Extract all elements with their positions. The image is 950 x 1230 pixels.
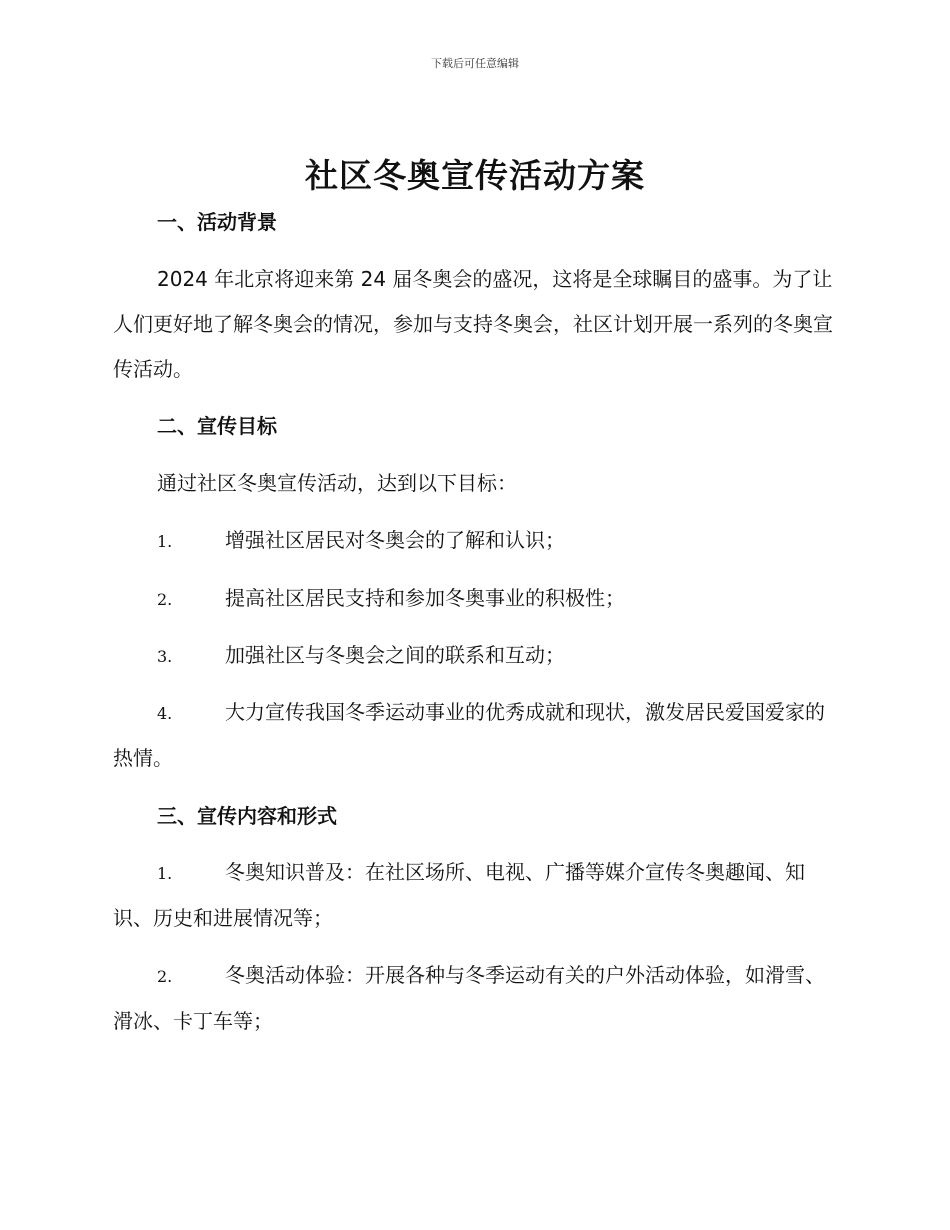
list-number: 1. [157,864,173,883]
list-number: 4. [157,704,173,723]
background-paragraph: 2024 年北京将迎来第 24 届冬奥会的盛况，这将是全球瞩目的盛事。为了让人们更好地了解冬奥会的情况，参加与支持冬奥会，社区计划开展一系列的冬奥宣传活动。 [113,267,833,381]
list-number: 2. [157,967,173,986]
goal-item-2 [113,576,835,622]
list-number: 3. [157,647,173,666]
header-note: 下载后可任意编辑 [431,57,519,70]
document-title: 社区冬奥宣传活动方案 [305,156,645,195]
list-text: 增强社区居民对冬奥会的了解和认识； [225,528,565,552]
list-number: 2. [157,590,173,609]
content-item-2 [113,953,835,1044]
list-text: 冬奥活动体验：开展各种与冬季运动有关的户外活动体验，如滑雪、滑冰、卡丁车等； [113,963,825,1033]
list-text: 冬奥知识普及：在社区场所、电视、广播等媒介宣传冬奥趣闻、知识、历史和进展情况等； [113,860,805,930]
list-text: 大力宣传我国冬季运动事业的优秀成就和现状，激发居民爱国爱家的热情。 [113,700,825,770]
goal-item-4 [113,690,835,781]
section-heading-content: 三、宣传内容和形式 [157,804,337,828]
list-number: 1. [157,532,173,551]
goal-item-3 [113,633,835,679]
content-item-1 [113,850,835,941]
section-heading-background: 一、活动背景 [157,210,277,234]
goals-intro: 通过社区冬奥宣传活动，达到以下目标： [157,471,517,495]
list-text: 加强社区与冬奥会之间的联系和互动； [225,643,565,667]
goal-item-1 [113,518,835,564]
section-heading-goals: 二、宣传目标 [157,414,277,438]
list-text: 提高社区居民支持和参加冬奥事业的积极性； [225,586,625,610]
